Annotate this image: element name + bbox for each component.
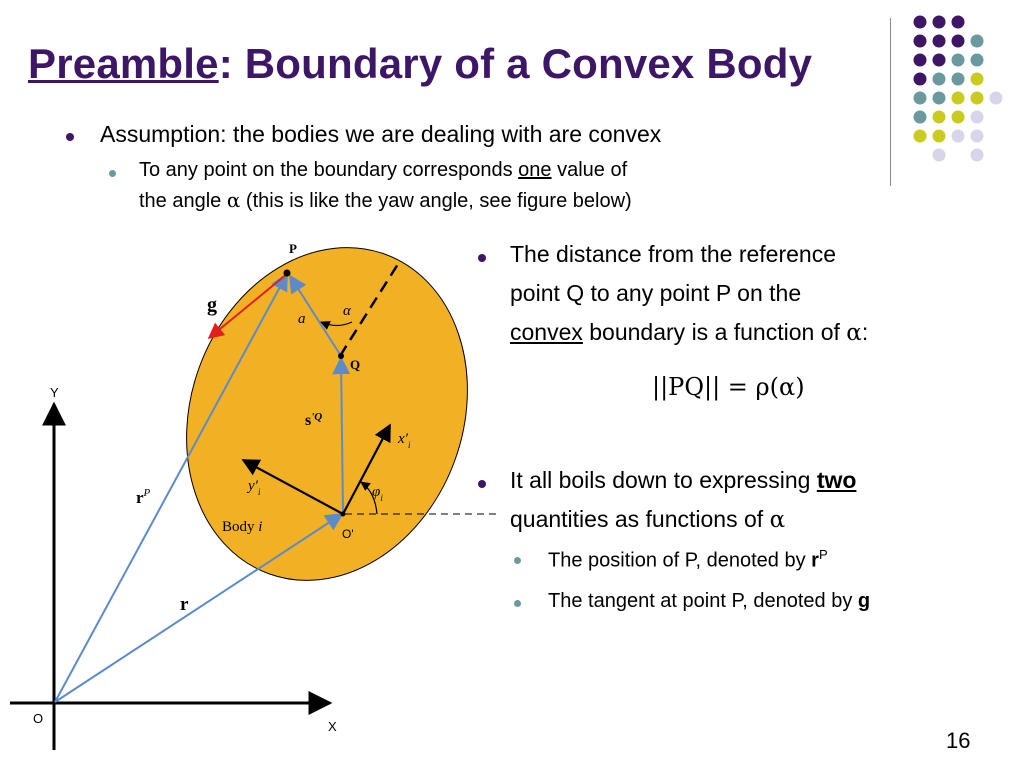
dot xyxy=(933,54,946,67)
text: The tangent at point P, denoted by xyxy=(548,590,858,612)
body-i: i xyxy=(258,519,263,535)
title-divider-line xyxy=(890,18,891,186)
s-sup: 'Q xyxy=(311,411,323,423)
text: boundary is a function of xyxy=(582,319,847,345)
dot xyxy=(914,35,927,48)
bullet-two-quantities-line1 xyxy=(510,467,856,494)
emphasis-one: one xyxy=(518,159,552,181)
sub-bullet-position xyxy=(548,547,828,573)
dot xyxy=(952,54,965,67)
dot xyxy=(952,73,965,86)
dot xyxy=(971,54,984,67)
dot xyxy=(971,111,984,124)
phi-sub: i xyxy=(380,493,383,503)
dot-row-8 xyxy=(933,149,984,162)
alpha-symbol: α xyxy=(226,188,241,212)
alpha-symbol: α xyxy=(846,320,862,346)
title-rest: : Boundary of a Convex Body xyxy=(218,40,813,87)
text: value of xyxy=(551,159,628,181)
dot-row-6 xyxy=(914,111,984,124)
dot xyxy=(952,130,965,143)
text: The position of P, denoted by xyxy=(548,549,812,572)
phi-main: φ xyxy=(372,484,381,500)
dot xyxy=(914,16,927,29)
dot xyxy=(933,149,946,162)
rP-sup: P xyxy=(143,487,151,499)
dot xyxy=(952,111,965,124)
dot-row-4 xyxy=(914,73,984,86)
bullet-assumption: Assumption: the bodies we are dealing with are convex xyxy=(100,121,662,147)
label-r: r xyxy=(180,594,189,615)
bullet-distance-line1: The distance from the reference xyxy=(510,241,836,267)
dot xyxy=(971,130,984,143)
dot xyxy=(952,92,965,105)
vector-r xyxy=(55,514,342,702)
sub-bullet-boundary-line1 xyxy=(139,159,627,182)
alpha-symbol: α xyxy=(769,507,786,533)
superscript-P: P xyxy=(818,547,828,562)
label-P: P xyxy=(289,241,297,256)
dot-row-1 xyxy=(914,16,965,29)
label-Q: Q xyxy=(350,357,361,372)
dot xyxy=(933,111,946,124)
dot-row-5 xyxy=(914,92,1003,105)
dot xyxy=(990,92,1003,105)
convex-body-figure xyxy=(0,236,500,756)
bullet-distance-line2: point Q to any point P on the xyxy=(510,280,802,306)
emphasis-two: two xyxy=(816,467,857,493)
dot xyxy=(933,130,946,143)
label-g: g xyxy=(207,294,217,316)
convex-body xyxy=(141,236,500,620)
page-number: 16 xyxy=(946,728,971,753)
dot xyxy=(914,92,927,105)
x-sub: i xyxy=(407,440,411,450)
point-O-prime xyxy=(341,512,346,517)
text: (this is like the yaw angle, see figure below) xyxy=(240,190,632,212)
dot-row-3 xyxy=(914,54,984,67)
bullet-dot xyxy=(66,133,74,141)
dot xyxy=(914,73,927,86)
bullet-distance-line3 xyxy=(510,319,868,346)
y-main: y xyxy=(248,478,255,494)
label-rP xyxy=(136,487,151,507)
sub-bullet-dot xyxy=(514,557,521,564)
y-prime: ′ xyxy=(254,478,258,494)
label-O-prime: O' xyxy=(342,527,354,541)
sub-bullet-dot xyxy=(109,170,116,177)
dot xyxy=(971,35,984,48)
s-main: s xyxy=(305,412,312,429)
x-prime: ′ xyxy=(404,431,408,447)
y-sub: i xyxy=(257,487,261,497)
dot xyxy=(971,149,984,162)
dot xyxy=(971,92,984,105)
sub-bullet-boundary-line2 xyxy=(139,188,632,213)
dot xyxy=(933,73,946,86)
distance-formula: ||PQ|| = ρ(α) xyxy=(652,373,805,401)
text: : xyxy=(861,319,869,345)
dot xyxy=(952,16,965,29)
bullet-two-quantities-line2 xyxy=(510,506,785,533)
sub-bullet-tangent xyxy=(548,590,870,613)
text: the angle xyxy=(139,190,227,212)
label-Y-axis: Y xyxy=(50,385,59,400)
body-main: Body xyxy=(222,519,259,535)
sub-bullet-dot xyxy=(514,600,521,607)
label-a: a xyxy=(298,311,306,327)
point-P xyxy=(284,270,291,277)
dot xyxy=(952,35,965,48)
text: It all boils down to expressing xyxy=(510,467,817,493)
label-origin-O: O xyxy=(33,711,44,726)
label-alpha: α xyxy=(343,303,351,319)
dot xyxy=(933,16,946,29)
dot-row-2 xyxy=(914,35,984,48)
rP-main: r xyxy=(136,488,144,507)
dot xyxy=(914,54,927,67)
emphasis-convex: convex xyxy=(510,319,583,345)
dot xyxy=(971,73,984,86)
r-symbol: r xyxy=(811,549,819,572)
point-Q xyxy=(338,353,344,359)
dot xyxy=(914,111,927,124)
label-X-axis: X xyxy=(328,719,337,734)
dot xyxy=(933,35,946,48)
dot xyxy=(914,130,927,143)
title-preamble: Preamble xyxy=(28,40,219,87)
dot xyxy=(933,92,946,105)
dot-row-7 xyxy=(914,130,984,143)
label-body-i xyxy=(222,519,262,535)
x-main: x xyxy=(398,431,405,447)
g-symbol: g xyxy=(857,590,871,612)
text: quantities as functions of xyxy=(510,506,770,532)
text: To any point on the boundary corresponds xyxy=(139,159,519,181)
